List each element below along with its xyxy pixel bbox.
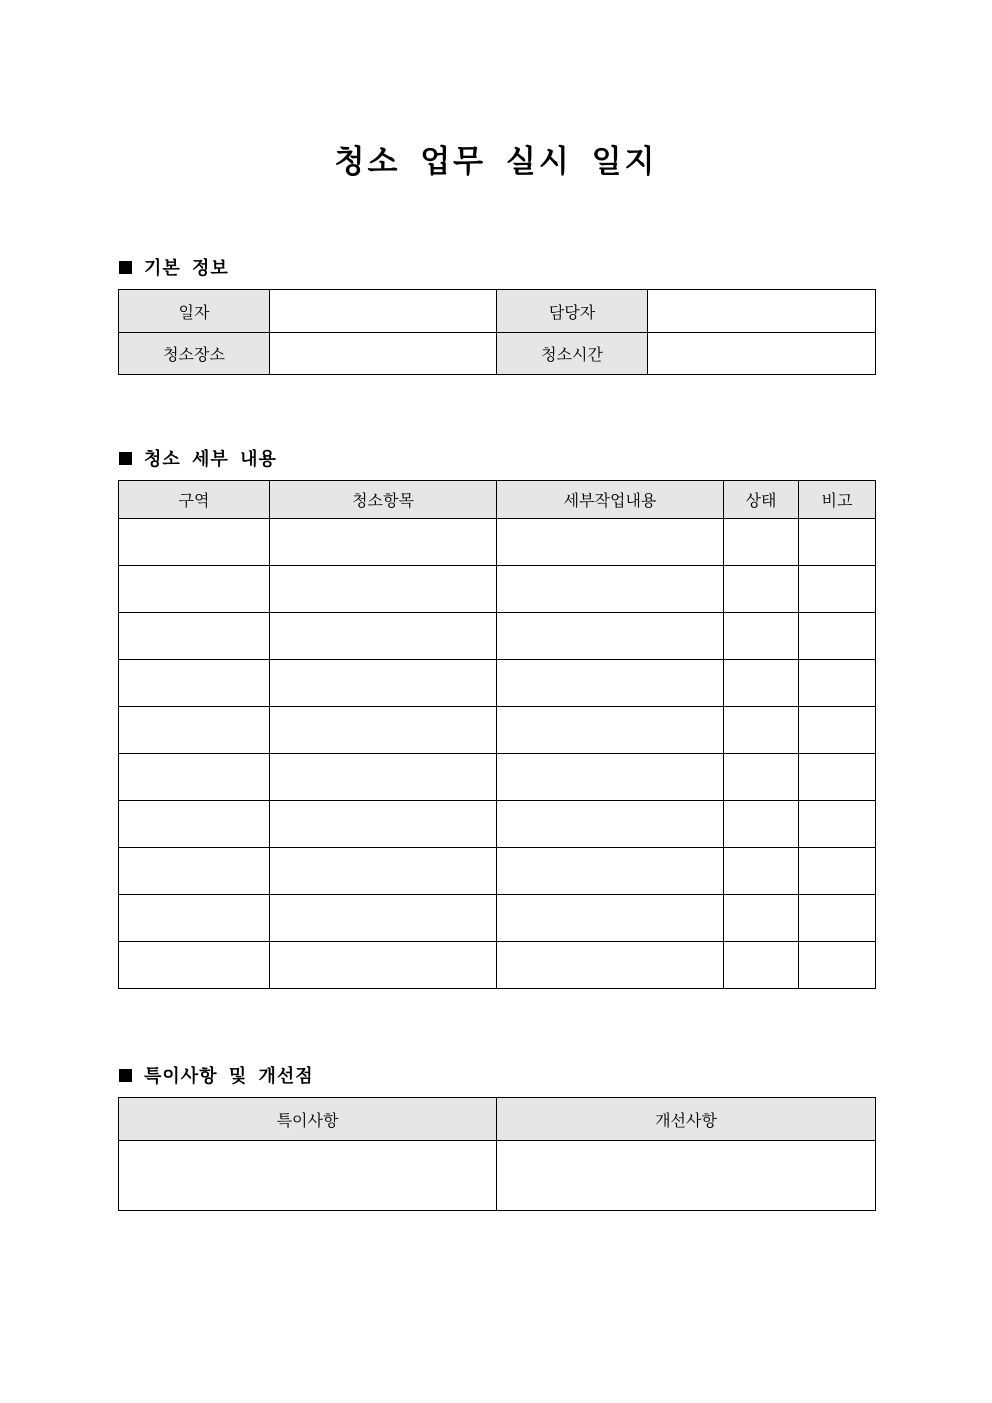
- task-cell[interactable]: [497, 895, 724, 942]
- column-header-remarks: 비고: [799, 481, 876, 519]
- task-cell[interactable]: [497, 519, 724, 566]
- basic-info-table: [118, 289, 876, 375]
- area-cell[interactable]: [119, 519, 270, 566]
- remarks-cell[interactable]: [799, 613, 876, 660]
- square-bullet-icon: [119, 1069, 132, 1082]
- status-cell[interactable]: [724, 895, 799, 942]
- details-table: [118, 480, 876, 989]
- column-header-item: 청소항목: [270, 481, 497, 519]
- status-cell[interactable]: [724, 519, 799, 566]
- area-cell[interactable]: [119, 895, 270, 942]
- special-notes-cell[interactable]: [119, 1141, 497, 1211]
- improvements-cell[interactable]: [497, 1141, 876, 1211]
- item-cell[interactable]: [270, 942, 497, 989]
- item-cell[interactable]: [270, 848, 497, 895]
- square-bullet-icon: [119, 261, 132, 274]
- column-header-area: 구역: [119, 481, 270, 519]
- section-heading-basic-info: [119, 254, 229, 280]
- task-cell[interactable]: [497, 660, 724, 707]
- table-row: [119, 801, 876, 848]
- section-heading-details: [119, 445, 277, 471]
- status-cell[interactable]: [724, 801, 799, 848]
- field-value-time[interactable]: [648, 333, 876, 375]
- table-row: [119, 613, 876, 660]
- section-heading-notes: [119, 1062, 314, 1088]
- column-header-task: 세부작업내용: [497, 481, 724, 519]
- table-row: [119, 707, 876, 754]
- task-cell[interactable]: [497, 754, 724, 801]
- item-cell[interactable]: [270, 519, 497, 566]
- section-heading-label: 청소 세부 내용: [144, 449, 277, 470]
- remarks-cell[interactable]: [799, 660, 876, 707]
- table-row: [119, 895, 876, 942]
- status-cell[interactable]: [724, 942, 799, 989]
- field-value-manager[interactable]: [648, 290, 876, 333]
- item-cell[interactable]: [270, 707, 497, 754]
- task-cell[interactable]: [497, 613, 724, 660]
- table-row: [119, 848, 876, 895]
- item-cell[interactable]: [270, 801, 497, 848]
- remarks-cell[interactable]: [799, 801, 876, 848]
- area-cell[interactable]: [119, 660, 270, 707]
- status-cell[interactable]: [724, 848, 799, 895]
- task-cell[interactable]: [497, 566, 724, 613]
- square-bullet-icon: [119, 452, 132, 465]
- table-row: [119, 942, 876, 989]
- task-cell[interactable]: [497, 707, 724, 754]
- field-label-manager: 담당자: [497, 290, 648, 333]
- column-header-improvements: 개선사항: [497, 1098, 876, 1141]
- item-cell[interactable]: [270, 566, 497, 613]
- field-label-date: 일자: [119, 290, 270, 333]
- status-cell[interactable]: [724, 707, 799, 754]
- table-row: [119, 566, 876, 613]
- remarks-cell[interactable]: [799, 519, 876, 566]
- column-header-status: 상태: [724, 481, 799, 519]
- area-cell[interactable]: [119, 707, 270, 754]
- task-cell[interactable]: [497, 942, 724, 989]
- item-cell[interactable]: [270, 895, 497, 942]
- task-cell[interactable]: [497, 848, 724, 895]
- area-cell[interactable]: [119, 613, 270, 660]
- table-row: [119, 754, 876, 801]
- table-row: [119, 519, 876, 566]
- section-heading-label: 기본 정보: [144, 258, 229, 279]
- remarks-cell[interactable]: [799, 895, 876, 942]
- area-cell[interactable]: [119, 754, 270, 801]
- field-value-date[interactable]: [270, 290, 497, 333]
- field-label-location: 청소장소: [119, 333, 270, 375]
- table-row: [119, 660, 876, 707]
- area-cell[interactable]: [119, 942, 270, 989]
- table-header-row: [119, 481, 876, 519]
- task-cell[interactable]: [497, 801, 724, 848]
- remarks-cell[interactable]: [799, 707, 876, 754]
- table-row: [119, 333, 876, 375]
- area-cell[interactable]: [119, 801, 270, 848]
- notes-table: [118, 1097, 876, 1211]
- table-row: [119, 290, 876, 333]
- item-cell[interactable]: [270, 660, 497, 707]
- status-cell[interactable]: [724, 660, 799, 707]
- field-label-time: 청소시간: [497, 333, 648, 375]
- remarks-cell[interactable]: [799, 754, 876, 801]
- remarks-cell[interactable]: [799, 942, 876, 989]
- remarks-cell[interactable]: [799, 566, 876, 613]
- table-row: [119, 1141, 876, 1211]
- status-cell[interactable]: [724, 613, 799, 660]
- page-title: 청소 업무 실시 일지: [334, 144, 658, 180]
- area-cell[interactable]: [119, 566, 270, 613]
- section-heading-label: 특이사항 및 개선점: [144, 1066, 314, 1087]
- status-cell[interactable]: [724, 566, 799, 613]
- field-value-location[interactable]: [270, 333, 497, 375]
- area-cell[interactable]: [119, 848, 270, 895]
- column-header-special-notes: 특이사항: [119, 1098, 497, 1141]
- item-cell[interactable]: [270, 613, 497, 660]
- item-cell[interactable]: [270, 754, 497, 801]
- remarks-cell[interactable]: [799, 848, 876, 895]
- status-cell[interactable]: [724, 754, 799, 801]
- table-header-row: [119, 1098, 876, 1141]
